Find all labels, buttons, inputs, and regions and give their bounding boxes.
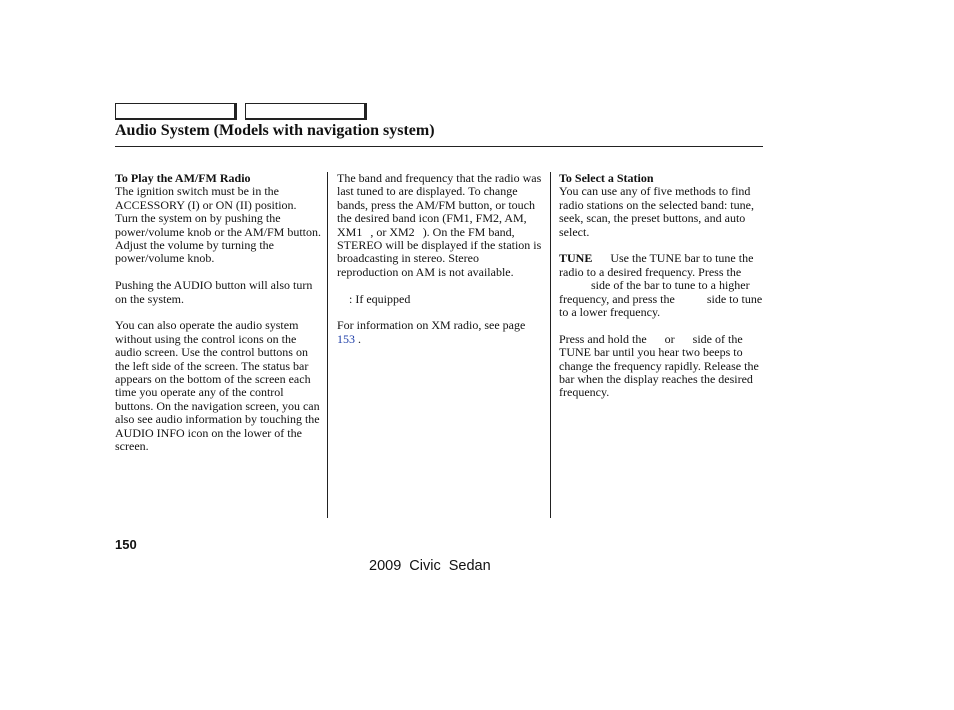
section-heading-am-fm: To Play the AM/FM Radio [115, 171, 251, 185]
paragraph-control-buttons: You can also operate the audio system without using the control icons on the audio screen. Use the control buttons on the left side of the screen. The status bar appears on the bottom of the screen each time you operate any of the control buttons. On the navigation screen, you can also see audio information by touching the AUDIO INFO icon on the lower of the screen. [115, 318, 320, 454]
tune-text-a: Use the TUNE bar to tune the radio to a desired frequency. Press the [559, 251, 754, 279]
paragraph-five-methods: You can use any of five methods to find radio stations on the selected band: tune, seek, scan, the preset buttons, and auto select. [559, 184, 754, 239]
column-divider-1 [327, 172, 328, 518]
paragraph-tune [559, 252, 765, 319]
paragraph-press-and-hold [559, 333, 765, 400]
band-text-c: ). On the FM band, STEREO will be displayed if the station is broadcasting in stereo. Stereo reproduction on AM is not available. [337, 224, 542, 279]
xm-reference-end: . [358, 331, 361, 346]
page-title: Audio System (Models with navigation system) [115, 122, 435, 139]
band-text-a: The band and frequency that the radio was last tuned to are displayed. To change bands, press the AM/FM button, or touch the desired band icon (FM1, FM2, AM, XM1 [337, 171, 542, 239]
column-divider-2 [550, 172, 551, 518]
column-2 [337, 172, 543, 360]
column-1 [115, 172, 321, 467]
footnote-text: : If equipped [349, 291, 411, 306]
title-divider [115, 146, 763, 147]
column-3 [559, 172, 765, 413]
paragraph-ignition: The ignition switch must be in the ACCESSORY (I) or ON (II) position. Turn the system on by pushing the power/volume knob or the AM/FM button. Adjust the volume by turning the power/volume knob. [115, 184, 321, 266]
tune-label: TUNE [559, 251, 593, 266]
page-link-153[interactable]: 153 [337, 331, 355, 346]
footer-model-title: 2009 Civic Sedan [369, 558, 491, 574]
paragraph-audio-button: Pushing the AUDIO button will also turn on the system. [115, 278, 313, 306]
tune-text-b: side of the bar to tune to a higher frequency, and press the [559, 278, 750, 306]
paragraph-xm-reference [337, 319, 543, 346]
header-tab-box-1 [115, 103, 237, 120]
band-text-b: , or XM2 [370, 224, 415, 239]
hold-text-a: Press and hold the [559, 331, 647, 346]
footnote-if-equipped [337, 293, 543, 306]
hold-text-b: or [664, 331, 675, 346]
xm-reference-text: For information on XM radio, see page [337, 318, 526, 333]
page-number: 150 [115, 537, 137, 552]
paragraph-band-frequency [337, 172, 543, 279]
hold-text-c: side of the TUNE bar until you hear two beeps to change the frequency rapidly. Release the bar when the display reaches the desired frequency. [559, 331, 759, 400]
tune-text-c: side to tune to a lower frequency. [559, 291, 763, 320]
section-heading-select-station: To Select a Station [559, 171, 654, 185]
header-tab-box-2 [245, 103, 367, 120]
